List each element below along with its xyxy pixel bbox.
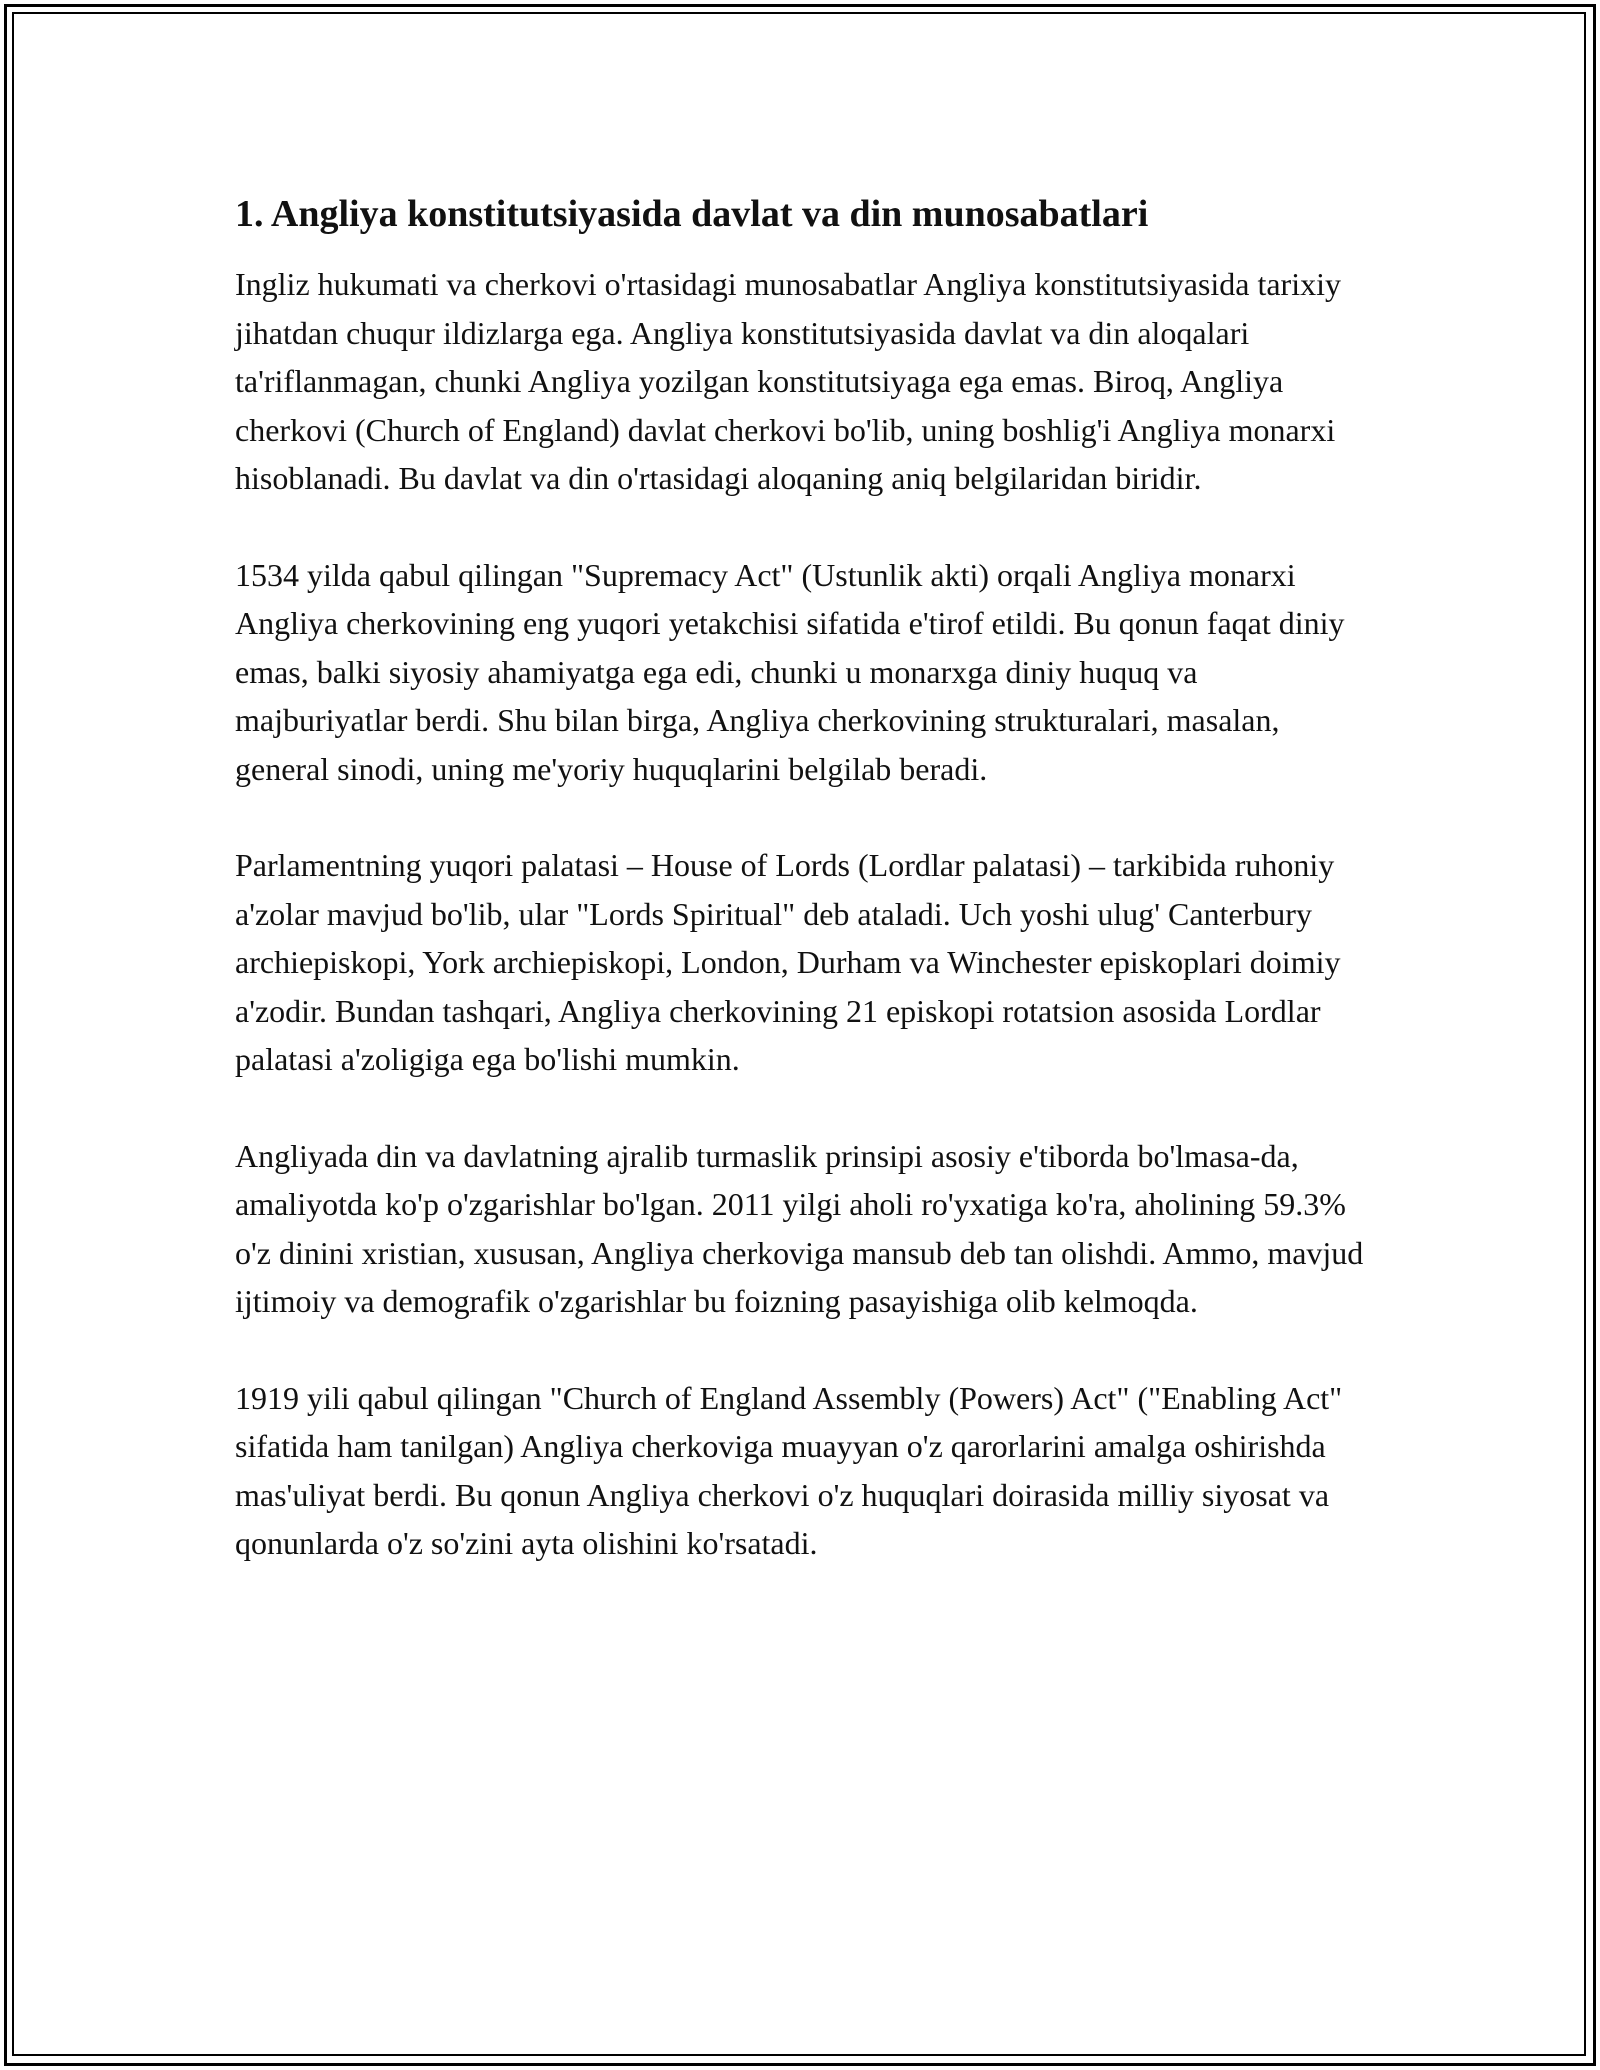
document-body [235,186,1375,1616]
paragraph-2: 1534 yilda qabul qilingan "Supremacy Act" (Ustunlik akti) orqali Angliya monarxi Angliya cherkovining eng yuqori yetakchisi sifatida e'tirof etildi. Bu qonun faqat diniy emas, balki siyosiy ahamiyatga ega edi, chunki u monarxga diniy huquq va majburiyatlar berdi. Shu bilan birga, Angliya cherkovining strukturalari, masalan, general sinodi, uning me'yoriy huquqlarini belgilab beradi. [235,556,1345,787]
section-heading: 1. Angliya konstitutsiyasida davlat va din munosabatlari [235,193,1149,235]
paragraph-4: Angliyada din va davlatning ajralib turmaslik prinsipi asosiy e'tiborda bo'lmasa-da, amaliyotda ko'p o'zgarishlar bo'lgan. 2011 yilgi aholi ro'yxatiga ko'ra, aholining 59.3% o'z dinini xristian, xususan, Angliya cherkoviga mansub deb tan olishdi. Ammo, mavjud ijtimoiy va demografik o'zgarishlar bu foizning pasayishiga olib kelmoqda. [235,1137,1364,1319]
paragraph-3: Parlamentning yuqori palatasi – House of Lords (Lordlar palatasi) – tarkibida ruhoniy a'zolar mavjud bo'lib, ular "Lords Spiritual" deb ataladi. Uch yoshi ulug' Canterbury archiepiskopi, York archiepiskopi, London, Durham va Winchester episkoplari doimiy a'zodir. Bundan tashqari, Angliya cherkovining 21 episkopi rotatsion asosida Lordlar palatasi a'zoligiga ega bo'lishi mumkin. [235,847,1341,1077]
paragraph-5: 1919 yili qabul qilingan "Church of England Assembly (Powers) Act" ("Enabling Act" sifatida ham tanilgan) Angliya cherkoviga muayyan o'z qarorlarini amalga oshirishda mas'uliyat berdi. Bu qonun Angliya cherkovi o'z huquqlari doirasida milliy siyosat va qonunlarda o'z so'zini ayta olishini ko'rsatadi. [235,1379,1343,1561]
paragraph-1: Ingliz hukumati va cherkovi o'rtasidagi munosabatlar Angliya konstitutsiyasida tarixiy jihatdan chuqur ildizlarga ega. Angliya konstitutsiyasida davlat va din aloqalari ta'riflanmagan, chunki Angliya yozilgan konstitutsiyaga ega emas. Biroq, Angliya cherkovi (Church of England) davlat cherkovi bo'lib, uning boshlig'i Angliya monarxi hisoblanadi. Bu davlat va din o'rtasidagi aloqaning aniq belgilaridan biridir. [235,266,1341,496]
